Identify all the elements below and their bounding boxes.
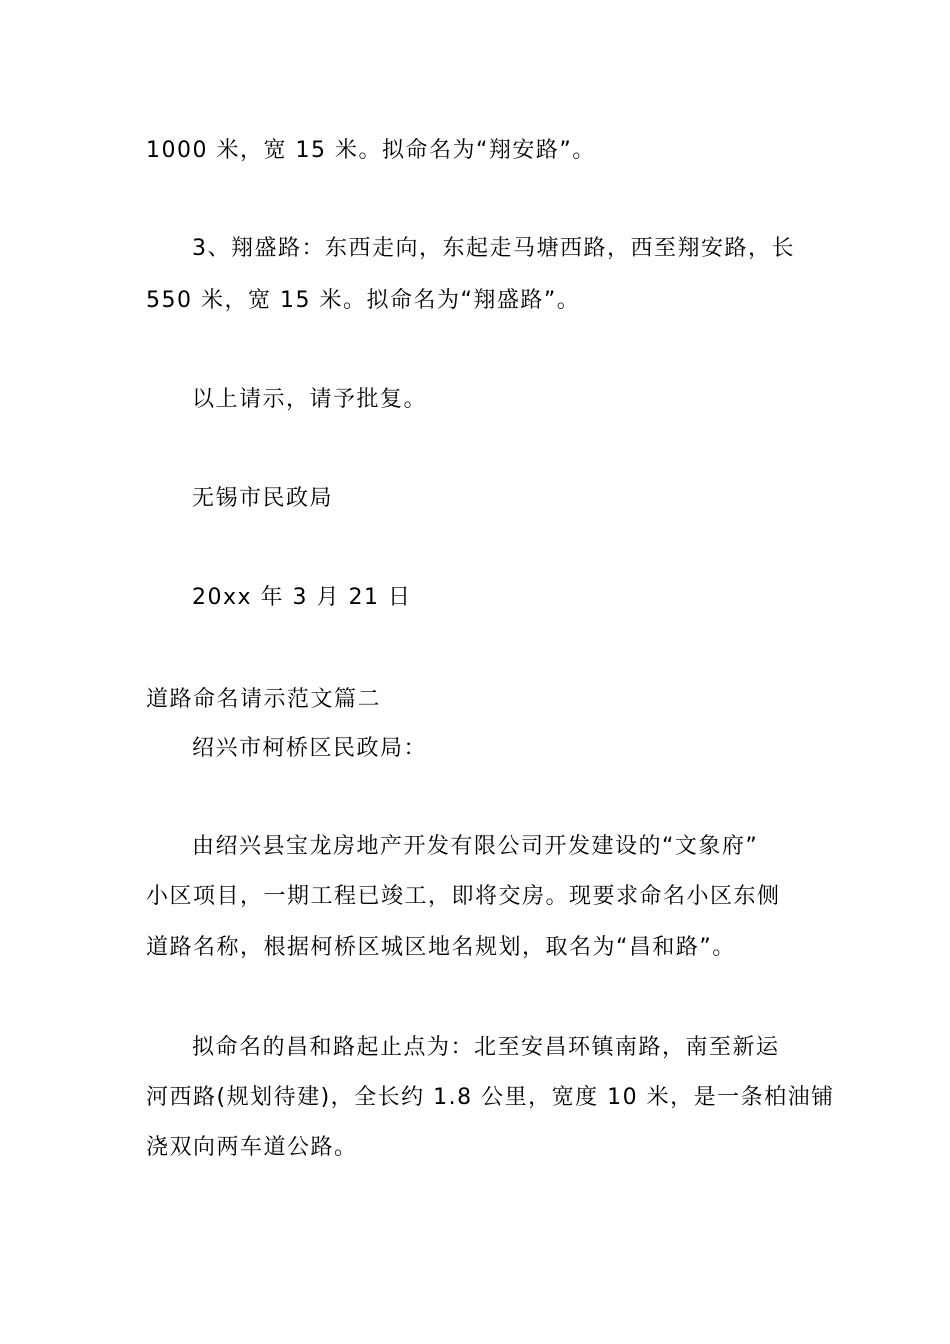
text-line: 1000 米，宽 15 米。拟命名为“翔安路”。 (146, 138, 596, 163)
text-line: 小区项目，一期工程已竣工，即将交房。现要求命名小区东侧 (146, 884, 781, 909)
date-line: 20xx 年 3 月 21 日 (192, 585, 412, 610)
text-line: 河西路(规划待建)，全长约 1.8 公里，宽度 10 米，是一条柏油铺 (146, 1085, 835, 1110)
addressee: 绍兴市柯桥区民政局： (192, 736, 428, 761)
signature-org: 无锡市民政局 (192, 486, 334, 511)
text-line: 3、翔盛路：东西走向，东起走马塘西路，西至翔安路，长 (192, 236, 795, 261)
text-line: 拟命名的昌和路起止点为：北至安昌环镇南路，南至新运 (192, 1035, 780, 1060)
text-line: 道路名称，根据柯桥区城区地名规划，取名为“昌和路”。 (146, 935, 736, 960)
section-heading: 道路命名请示范文篇二 (146, 687, 382, 712)
text-line: 550 米，宽 15 米。拟命名为“翔盛路”。 (146, 288, 581, 313)
text-line: 以上请示，请予批复。 (192, 387, 428, 412)
text-line: 由绍兴县宝龙房地产开发有限公司开发建设的“文象府” (192, 834, 759, 859)
text-line: 浇双向两车道公路。 (146, 1135, 358, 1160)
